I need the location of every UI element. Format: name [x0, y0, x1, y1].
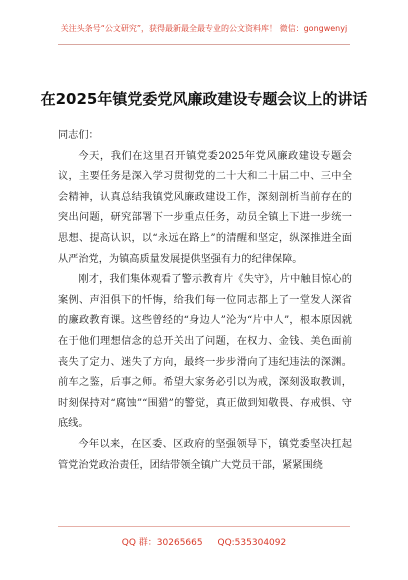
document-title: 在2025年镇党委党风廉政建设专题会议上的讲话 — [40, 90, 368, 108]
paragraph-1: 今天，我们在这里召开镇党委2025年党风廉政建设专题会议，主要任务是深入学习贯彻党的二十大和二十届二中、三中全会精神，认真总结我镇党风廉政建设工作，深刻剖析当前存在的突出问题，研究部署下一步重点任务，动员全镇上下进一步统一思想、提高认识，以“永远在路上”的清醒和坚定，纵深推进全面从严治党，为镇高质量发展提供坚强有力的纪律保障。 — [58, 150, 352, 265]
paragraph-2: 刚才，我们集体观看了警示教育片《失守》，片中触目惊心的案例、声泪俱下的忏悔，给我们每一位同志都上了一堂发人深省的廉政教育课。这些曾经的“身边人”沦为“片中人”，根本原因就在于他们理想信念的总开关出了问题，在权力、金钱、美色面前丧失了定力、迷失了方向，最终一步步滑向了违纪违法的深渊。前车之鉴，后事之师。希望大家务必引以为戒，深刻汲取教训，时刻保持对“腐蚀”“围猎”的警觉，真正做到知敬畏、存戒惧、守底线。 — [58, 274, 352, 430]
footer-contact — [0, 535, 408, 548]
promo-banner: 关注头条号“公文研究”，获得最新最全最专业的公文资料库！ 微信：gongwenyj — [60, 24, 348, 33]
paragraph-3: 今年以来，在区委、区政府的坚强领导下，镇党委坚决扛起管党治党政治责任，团结带领全镇广大党员干部，紧紧围绕 — [58, 438, 352, 471]
qq-number: QQ:535304092 — [217, 538, 287, 548]
footer-divider — [58, 526, 350, 527]
header-divider — [58, 44, 350, 45]
qq-group: QQ 群：30265665 — [121, 538, 203, 548]
document-body — [58, 126, 352, 476]
salutation: 同志们： — [58, 130, 99, 141]
